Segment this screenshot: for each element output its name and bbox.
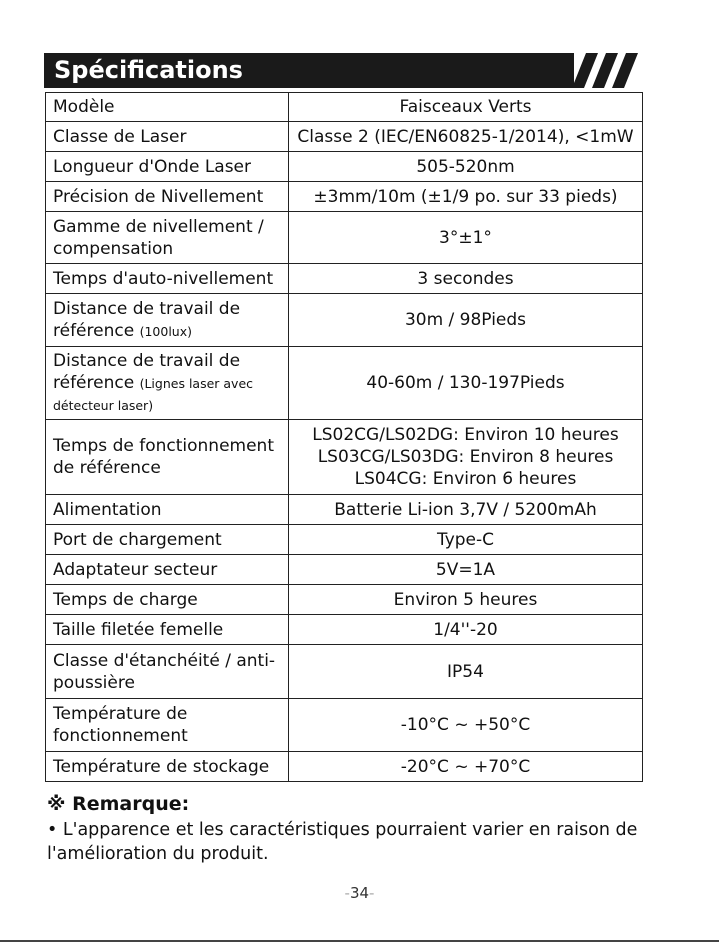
value-line: LS03CG/LS03DG: Environ 8 heures bbox=[317, 447, 614, 467]
spec-value: 40-60m / 130-197Pieds bbox=[289, 347, 643, 420]
spec-value: 3°±1° bbox=[289, 212, 643, 264]
specifications-table bbox=[45, 92, 643, 782]
spec-label: Temps d'auto-nivellement bbox=[46, 264, 289, 294]
spec-value: Classe 2 (IEC/EN60825-1/2014), <1mW bbox=[289, 122, 643, 152]
spec-label: Port de chargement bbox=[46, 525, 289, 555]
spec-label-note: (Lignes laser avec détecteur laser) bbox=[53, 376, 254, 413]
table-row bbox=[46, 525, 643, 555]
page-number bbox=[0, 884, 719, 902]
spec-label-note: (100lux) bbox=[139, 324, 192, 339]
spec-value: IP54 bbox=[289, 645, 643, 699]
table-row bbox=[46, 699, 643, 752]
table-row bbox=[46, 122, 643, 152]
table-row bbox=[46, 212, 643, 264]
table-row bbox=[46, 182, 643, 212]
spec-label-text: Distance de travail de référence bbox=[53, 351, 241, 393]
table-row bbox=[46, 585, 643, 615]
bottom-border bbox=[0, 940, 719, 942]
table-row bbox=[46, 495, 643, 525]
spec-label: Longueur d'Onde Laser bbox=[46, 152, 289, 182]
table-row bbox=[46, 264, 643, 294]
spec-label: Modèle bbox=[46, 93, 289, 122]
section-header bbox=[44, 53, 644, 88]
spec-value: ±3mm/10m (±1/9 po. sur 33 pieds) bbox=[289, 182, 643, 212]
table-row bbox=[46, 615, 643, 645]
spec-value: -20°C ~ +70°C bbox=[289, 752, 643, 782]
table-row bbox=[46, 294, 643, 347]
spec-label-text: Distance de travail de référence bbox=[53, 299, 241, 341]
table-row bbox=[46, 152, 643, 182]
spec-value: Environ 5 heures bbox=[289, 585, 643, 615]
spec-value: 30m / 98Pieds bbox=[289, 294, 643, 347]
table-row bbox=[46, 752, 643, 782]
spec-label: Classe de Laser bbox=[46, 122, 289, 152]
spec-label bbox=[46, 347, 289, 420]
page-dash-left: - bbox=[344, 884, 350, 902]
spec-label: Taille filetée femelle bbox=[46, 615, 289, 645]
spec-label: Température de stockage bbox=[46, 752, 289, 782]
spec-value: 5V=1A bbox=[289, 555, 643, 585]
remark-title: ※ Remarque: bbox=[47, 793, 190, 815]
spec-label: Classe d'étanchéité / anti-poussière bbox=[46, 645, 289, 699]
spec-label: Gamme de nivellement / compensation bbox=[46, 212, 289, 264]
value-line: LS04CG: Environ 6 heures bbox=[354, 469, 577, 489]
spec-value: Faisceaux Verts bbox=[289, 93, 643, 122]
spec-label: Temps de fonctionnement de référence bbox=[46, 420, 289, 495]
table-row bbox=[46, 420, 643, 495]
table-row bbox=[46, 645, 643, 699]
spec-label: Température de fonctionnement bbox=[46, 699, 289, 752]
page-number-value: 34 bbox=[349, 884, 370, 902]
spec-value: Type-C bbox=[289, 525, 643, 555]
page-title: Spécifications bbox=[54, 56, 243, 84]
slash-decoration-icon bbox=[556, 53, 646, 88]
table-row bbox=[46, 555, 643, 585]
spec-value: Batterie Li-ion 3,7V / 5200mAh bbox=[289, 495, 643, 525]
spec-label: Temps de charge bbox=[46, 585, 289, 615]
spec-label: Précision de Nivellement bbox=[46, 182, 289, 212]
value-line: LS02CG/LS02DG: Environ 10 heures bbox=[312, 425, 619, 445]
spec-label: Alimentation bbox=[46, 495, 289, 525]
remark-text: • L'apparence et les caractéristiques pourraient varier en raison de l'amélioration du produit. bbox=[47, 820, 638, 864]
table-row bbox=[46, 93, 643, 122]
spec-value bbox=[289, 420, 643, 495]
spec-label: Adaptateur secteur bbox=[46, 555, 289, 585]
spec-value: 1/4''-20 bbox=[289, 615, 643, 645]
spec-value: -10°C ~ +50°C bbox=[289, 699, 643, 752]
spec-value: 505-520nm bbox=[289, 152, 643, 182]
table-row bbox=[46, 347, 643, 420]
spec-value: 3 secondes bbox=[289, 264, 643, 294]
page-dash-right: - bbox=[369, 884, 375, 902]
spec-label bbox=[46, 294, 289, 347]
